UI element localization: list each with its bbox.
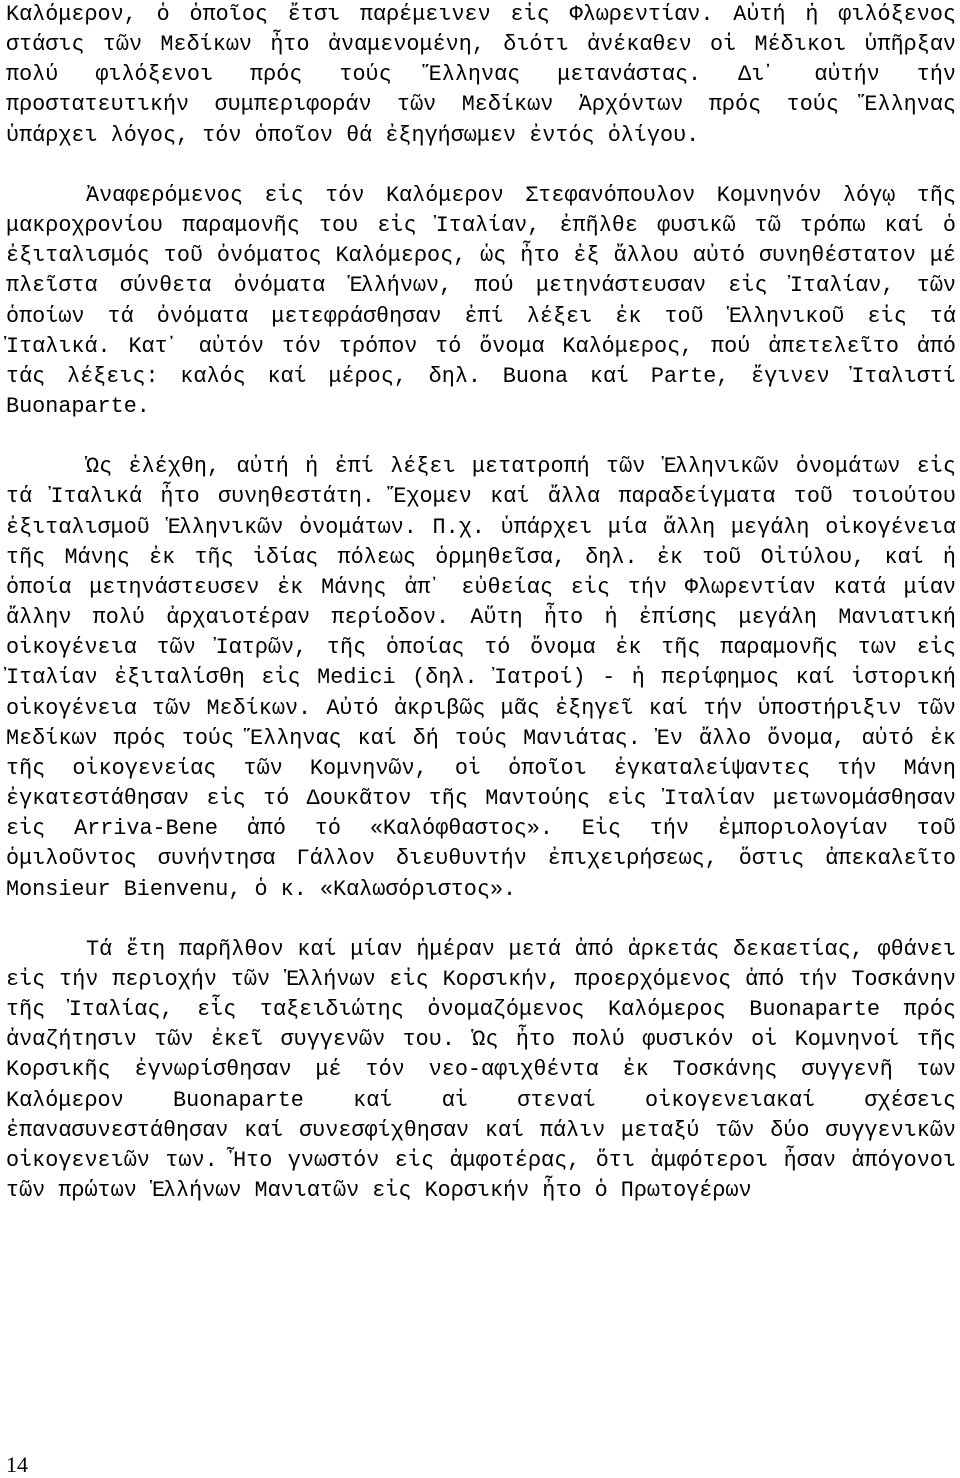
paragraph-4: Τά ἔτη παρῆλθον καί μίαν ἡμέραν μετά ἀπό ἀρκετάς δεκαετίας, φθάνει εἰς τήν περιοχήν τῶν Ἑλλήνων εἰς Κορσικήν, προερχόμενος ἀπό τήν Τοσκάνην τῆς Ἰταλίας, εἷς ταξειδιώτης ὀνομαζόμενος Καλόμερος Buonaparte πρός ἀναζήτησιν τῶν ἐκεῖ συγγενῶν του. Ὡς ἦτο πολύ φυσικόν οἱ Κομνηνοί τῆς Κορσικῆς ἐγνωρίσθησαν μέ τόν νεο-αφιχθέντα ἐκ Τοσκάνης συγγενῆ των Καλόμερον Buonaparte καί αἱ στεναί οἰκογενειακαί σχέσεις ἐπανασυνεστάθησαν καί συνεσφίχθησαν καί πάλιν μεταξύ τῶν δύο συγγενικῶν οἰκογενειῶν των. Ἦτο γνωστόν εἰς ἀμφοτέρας, ὅτι ἀμφότεροι ἦσαν ἀπόγονοι τῶν πρώτων Ἑλλήνων Μανιατῶν εἰς Κορσικήν ἦτο ὁ Πρωτογέρων: [6, 936, 956, 1204]
paragraph-spacer: [6, 422, 956, 452]
page-number: 14: [6, 1452, 28, 1477]
paragraph-2: Ἀναφερόμενος εἰς τόν Καλόμερον Στεφανόπουλον Κομνηνόν λόγῳ τῆς μακροχρονίου παραμονῆς του εἰς Ἰταλίαν, ἐπῆλθε φυσικῶ τῶ τρόπω καί ὁ ἐξιταλισμός τοῦ ὀνόματος Καλόμερος, ὡς ἦτο ἐξ ἄλλου αὐτό συνηθέστατον μέ πλεῖστα σύνθετα ὀνόματα Ἑλλήνων, πού μετηνάστευσαν εἰς Ἰταλίαν, τῶν ὁποίων τά ὀνόματα μετεφράσθησαν ἐπί λέξει ἐκ τοῦ Ἑλληνικοῦ εἰς τά Ἰταλικά. Κατ᾽ αὐτόν τόν τρόπον τό ὄνομα Καλόμερος, πού ἀπετελεῖτο ἀπό τάς λέξεις: καλός καί μέρος, δηλ. Buona καί Parte, ἔγινεν Ἰταλιστί Buonaparte.: [6, 182, 956, 420]
paragraph-1: Καλόμερον, ὁ ὁποῖος ἔτσι παρέμεινεν εἰς Φλωρεντίαν. Αὐτή ἡ φιλόξενος στάσις τῶν Μεδίκων ἦτο ἀναμενομένη, διότι ἀνέκαθεν οἱ Μέδικοι ὑπῆρξαν πολύ φιλόξενοι πρός τούς Ἕλληνας μετανάστας. Δι᾽ αὐτήν τήν προστατευτικήν συμπεριφοράν τῶν Μεδίκων Ἀρχόντων πρός τούς Ἕλληνας ὑπάρχει λόγος, τόν ὁποῖον θά ἐξηγήσωμεν ἐντός ὀλίγου.: [6, 2, 956, 148]
paragraph-3: Ὡς ἐλέχθη, αὐτή ἡ ἐπί λέξει μετατροπή τῶν Ἑλληνικῶν ὀνομάτων εἰς τά Ἰταλικά ἦτο συνηθεστάτη. Ἔχομεν καί ἄλλα παραδείγματα τοῦ τοιούτου ἐξιταλισμοῦ Ἑλληνικῶν ὀνομάτων. Π.χ. ὑπάρχει μία ἄλλη μεγάλη οἰκογένεια τῆς Μάνης ἐκ τῆς ἰδίας πόλεως ὁρμηθεῖσα, δηλ. ἐκ τοῦ Οἰτύλου, καί ἡ ὁποία μετηνάστευσεν ἐκ Μάνης ἀπ᾽ εὐθείας εἰς τήν Φλωρεντίαν κατά μίαν ἄλλην πολύ ἀρχαιοτέραν περίοδον. Αὕτη ἦτο ἡ ἐπίσης μεγάλη Μανιατική οἰκογένεια τῶν Ἰατρῶν, τῆς ὁποίας τό ὄνομα ἐκ τῆς παραμονῆς των εἰς Ἰταλίαν ἐξιταλίσθη εἰς Medici (δηλ. Ἰατροί) - ἡ περίφημος καί ἱστορική οἰκογένεια τῶν Μεδίκων. Αὐτό ἀκριβῶς μᾶς ἐξηγεῖ καί τήν ὑποστήριξιν τῶν Μεδίκων πρός τούς Ἕλληνας καί δή τούς Μανιάτας. Ἐν ἄλλο ὄνομα, αὐτό ἐκ τῆς οἰκογενείας τῶν Κομνηνῶν, οἱ ὁποῖοι ἐγκαταλείψαντες τήν Μάνη ἐγκατεστάθησαν εἰς τό Δουκᾶτον τῆς Μαντούης εἰς Ἰταλίαν μετωνομάσθησαν εἰς Arriva-Bene ἀπό τό «Καλόφθαστος». Εἰς τήν ἐμποριολογίαν τοῦ ὁμιλοῦντος συνήντησα Γάλλον διευθυντήν ἐπιχειρήσεως, ὅστις ἀπεκαλεῖτο Monsieur Bienvenu, ὁ κ. «Καλωσόριστος».: [6, 454, 956, 902]
paragraph-spacer: [6, 151, 956, 181]
document-body: [6, 0, 956, 1206]
paragraph-spacer: [6, 905, 956, 935]
